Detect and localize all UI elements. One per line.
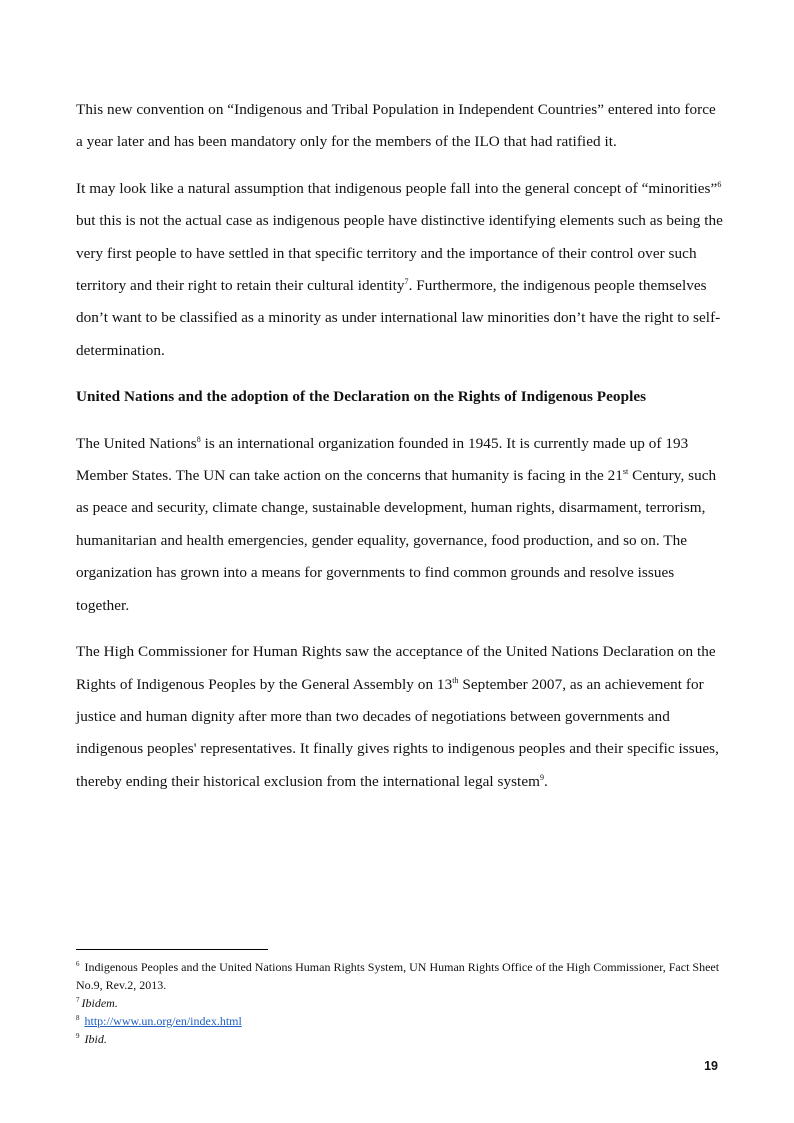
footnote-7 [76,994,726,1012]
paragraph-4 [76,636,724,798]
paragraph-4-text-a: The High Commissioner for Human Rights saw the acceptance of the United Nations Declaration on the Rights of Indigenous Peoples by the General Assembly on 13 [76,643,716,693]
footnote-text: Ibidem. [81,996,118,1010]
footnote-ref-9[interactable]: 9 [539,772,545,782]
footnote-mark: 8 [76,1014,80,1022]
paragraph-2-text-a: It may look like a natural assumption that indigenous people fall into the general concept of “minorities” [76,179,718,197]
paragraph-2-text-c: . Furthermore, the indigenous people themselves don’t want to be classified as a minority as under international law minorities don’t have the right to self-determination. [76,277,721,359]
footnote-ref-8[interactable]: 8 [196,434,201,444]
paragraph-4-text-b: September 2007, as an achievement for justice and human dignity after more than two decades of negotiations between governments and indigenous peoples' representatives. It finally gives rights to indigenous peoples and their specific issues, thereby ending their historical exclusion from the international legal system [76,675,719,790]
footnote-ref-7[interactable]: 7 [404,276,409,286]
paragraph-2-text-b: but this is not the actual case as indigenous people have distinctive identifying elements such as being the very first people to have settled in that specific territory and the importance of their control over such territory and their right to retain their cultural identity [76,212,723,295]
un-website-link[interactable]: http://www.un.org/en/index.html [84,1014,242,1028]
footnotes [76,958,726,1048]
paragraph-1 [76,94,724,159]
page-number: 19 [704,1059,718,1073]
paragraph-3-text-b: is an international organization founded in 1945. It is currently made up of 193 Member States. The UN can take action on the concerns that humanity is facing in the 21 [76,434,689,485]
body-text [76,94,724,812]
paragraph-3-text-a: The United Nations [76,434,197,452]
footnote-mark: 6 [76,960,80,968]
paragraph-3 [76,428,724,622]
footnote-ref-6[interactable]: 6 [717,179,722,189]
section-heading: United Nations and the adoption of the Declaration on the Rights of Indigenous Peoples [76,388,647,406]
footnote-separator [76,949,268,950]
footnote-text: Indigenous Peoples and the United Nations Human Rights System, UN Human Rights Office of the High Commissioner, Fact Sheet No.9, Rev.2, 2013. [76,960,720,992]
footnote-8 [76,1012,726,1030]
paragraph-4-text-c: . [544,772,548,790]
paragraph-3-text-c: Century, such as peace and security, climate change, sustainable development, human rights, disarmament, terrorism, humanitarian and health emergencies, gender equality, governance, food production, and so on. The organization has grown into a means for governments to find common grounds and resolve issues together. [76,467,717,614]
ordinal-suffix: th [452,675,459,685]
footnote-9 [76,1030,726,1048]
paragraph-1-text: This new convention on “Indigenous and Tribal Population in Independent Countries” entered into force a year later and has been mandatory only for the members of the ILO that had ratified it. [76,101,716,151]
footnote-mark: 7 [76,996,80,1004]
footnote-6 [76,958,726,994]
ordinal-suffix: st [622,467,629,476]
paragraph-2 [76,173,724,367]
footnote-text: Ibid. [81,1032,107,1046]
footnote-mark: 9 [76,1032,80,1040]
